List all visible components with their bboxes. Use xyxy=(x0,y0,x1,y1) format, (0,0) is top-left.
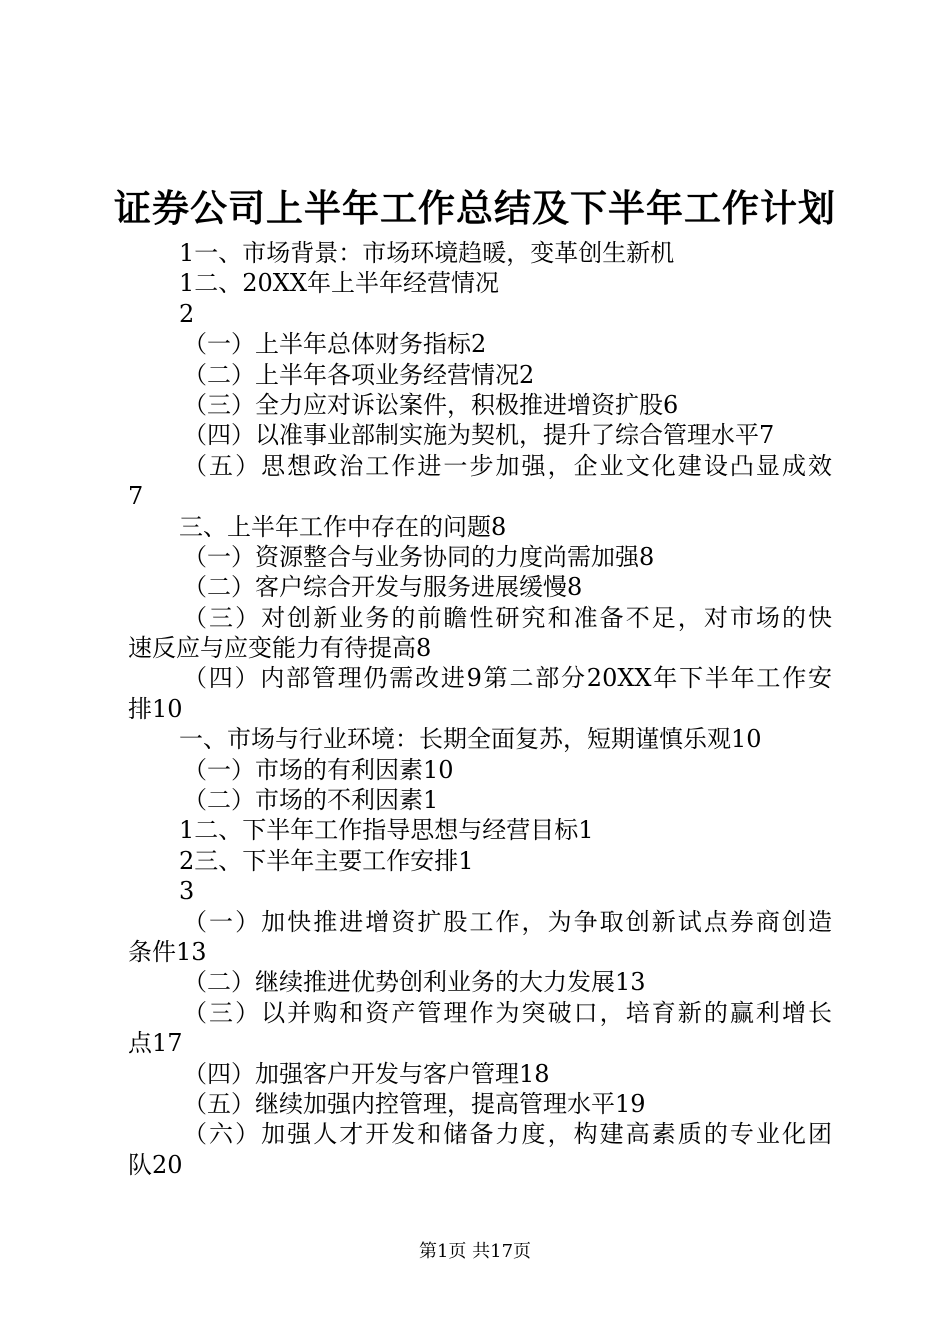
toc-line: 速反应与应变能力有待提高8 xyxy=(128,634,432,663)
toc-line: （三）全力应对诉讼案件，积极推进增资扩股6 xyxy=(183,390,679,419)
toc-line: 3 xyxy=(179,877,195,906)
toc-line: （六）加强人才开发和储备力度，构建高素质的专业化团 xyxy=(183,1120,832,1149)
toc-line: 点17 xyxy=(128,1029,183,1058)
toc-line: 2三、下半年主要工作安排1 xyxy=(179,846,474,875)
toc-line: （四）以准事业部制实施为契机，提升了综合管理水平7 xyxy=(183,421,775,450)
toc-line: 1一、市场背景：市场环境趋暖，变革创生新机 xyxy=(179,239,675,267)
toc-line: （一）加快推进增资扩股工作，为争取创新试点券商创造 xyxy=(183,907,832,936)
toc-line: 7 xyxy=(128,482,144,511)
toc-line: （五）思想政治工作进一步加强，企业文化建设凸显成效 xyxy=(183,451,832,480)
table-of-contents xyxy=(128,238,832,1180)
toc-line: 1二、下半年工作指导思想与经营目标1 xyxy=(179,816,594,845)
toc-line: （四）加强客户开发与客户管理18 xyxy=(183,1059,550,1088)
toc-line: 条件13 xyxy=(128,937,207,966)
toc-line: （一）市场的有利因素10 xyxy=(183,755,454,784)
page-footer: 第1页 共17页 xyxy=(418,1241,532,1262)
toc-line: 2 xyxy=(179,299,195,328)
toc-line: 三、上半年工作中存在的问题8 xyxy=(179,512,507,541)
toc-line: 队20 xyxy=(128,1150,183,1179)
toc-line: （二）客户综合开发与服务进展缓慢8 xyxy=(183,573,583,602)
toc-line: （二）市场的不利因素1 xyxy=(183,786,439,815)
toc-line: （五）继续加强内控管理，提高管理水平19 xyxy=(183,1089,646,1118)
toc-line: 一、市场与行业环境：长期全面复苏，短期谨慎乐观10 xyxy=(179,725,762,754)
toc-line: （三）对创新业务的前瞻性研究和准备不足，对市场的快 xyxy=(183,603,832,632)
toc-line: （三）以并购和资产管理作为突破口，培育新的赢利增长 xyxy=(183,998,832,1027)
toc-line: （四）内部管理仍需改进9第二部分20XX年下半年工作安 xyxy=(183,664,832,693)
toc-line: （二）上半年各项业务经营情况2 xyxy=(183,360,535,389)
toc-line: （一）上半年总体财务指标2 xyxy=(183,330,487,359)
toc-line: （一）资源整合与业务协同的力度尚需加强8 xyxy=(183,542,655,571)
toc-line: （二）继续推进优势创利业务的大力发展13 xyxy=(183,968,646,997)
toc-line: 1二、20XX年上半年经营情况 xyxy=(179,269,499,298)
toc-line: 排10 xyxy=(128,694,183,723)
document-title: 证券公司上半年工作总结及下半年工作计划 xyxy=(114,186,836,230)
